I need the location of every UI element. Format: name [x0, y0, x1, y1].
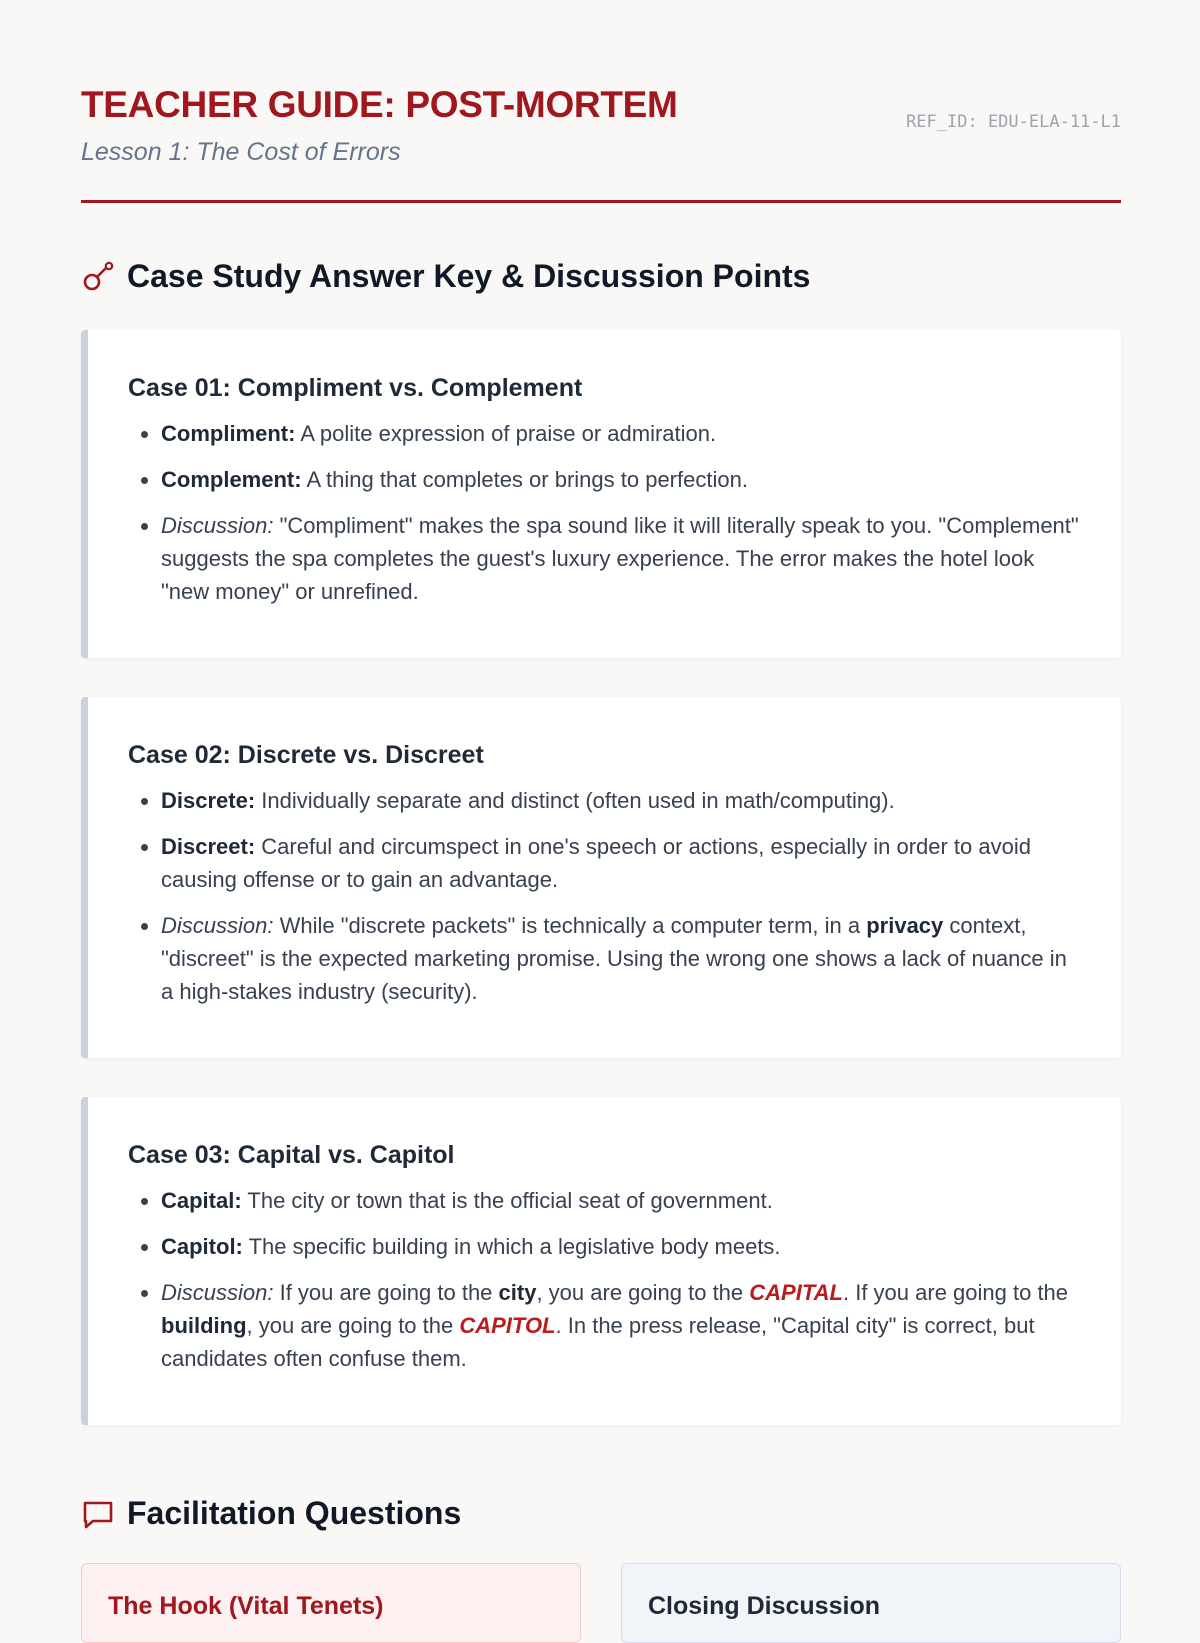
- definition-item: • Discrete: Individually separate and distinct (often used in math/computing).: [161, 784, 1081, 817]
- discussion-item: • Discussion: While "discrete packets" is technically a computer term, in a privacy context, "discreet" is the expected marketing promise. Using the wrong one shows a lack of nuance in a high-stakes industry (security).: [161, 909, 1081, 1008]
- hook-question-box: [81, 1563, 581, 1643]
- section-title: Facilitation Questions: [127, 1495, 462, 1531]
- closing-title: Closing Discussion: [648, 1592, 880, 1620]
- term-label: Discrete:: [161, 788, 256, 813]
- term-label: Discreet:: [161, 834, 256, 859]
- term-label: Compliment:: [161, 421, 296, 446]
- definition-item: • Capital: The city or town that is the official seat of government.: [161, 1184, 1081, 1217]
- term-label: Capitol:: [161, 1234, 243, 1259]
- case-points: [128, 1184, 1081, 1375]
- emphasis-capitol: CAPITOL: [459, 1313, 556, 1338]
- case-title: Case 03: Capital vs. Capitol: [128, 1141, 455, 1169]
- page-title: TEACHER GUIDE: POST-MORTEM: [81, 84, 678, 125]
- case-title: Case 02: Discrete vs. Discreet: [128, 741, 484, 769]
- case-card: [81, 1097, 1121, 1425]
- discussion-label: Discussion:: [161, 913, 274, 938]
- term-label: Complement:: [161, 467, 302, 492]
- header-divider: [81, 200, 1121, 203]
- lesson-subtitle: Lesson 1: The Cost of Errors: [81, 138, 401, 166]
- section-title: Case Study Answer Key & Discussion Points: [127, 258, 811, 294]
- emphasis-capital: CAPITAL: [749, 1280, 843, 1305]
- case-points: [128, 417, 1081, 608]
- definition-item: • Compliment: A polite expression of praise or admiration.: [161, 417, 1081, 450]
- case-title: Case 01: Compliment vs. Complement: [128, 374, 583, 402]
- discussion-label: Discussion:: [161, 513, 274, 538]
- case-card: [81, 697, 1121, 1058]
- discussion-item: • Discussion: "Compliment" makes the spa sound like it will literally speak to you. "Complement" suggests the spa completes the guest's luxury experience. The error makes the hotel look "new money" or unrefined.: [161, 509, 1081, 608]
- speech-bubble-icon: [81, 1497, 115, 1531]
- closing-discussion-box: [621, 1563, 1121, 1643]
- definition-item: • Discreet: Careful and circumspect in one's speech or actions, especially in order to avoid causing offense or to gain an advantage.: [161, 830, 1081, 896]
- page-header: [81, 84, 1121, 202]
- term-label: Capital:: [161, 1188, 242, 1213]
- case-points: [128, 784, 1081, 1008]
- answer-key-heading: [81, 258, 810, 295]
- discussion-item: • Discussion: If you are going to the city, you are going to the CAPITAL. If you are going to the building, you are going to the CAPITOL. In the press release, "Capital city" is correct, but candidates often confuse them.: [161, 1276, 1081, 1375]
- key-icon: [81, 260, 115, 294]
- hook-title: The Hook (Vital Tenets): [108, 1592, 384, 1620]
- case-card: [81, 330, 1121, 658]
- definition-item: • Capitol: The specific building in which a legislative body meets.: [161, 1230, 1081, 1263]
- reference-id: REF_ID: EDU-ELA-11-L1: [906, 112, 1121, 132]
- facilitation-heading: [81, 1495, 461, 1532]
- discussion-label: Discussion:: [161, 1280, 274, 1305]
- definition-item: • Complement: A thing that completes or brings to perfection.: [161, 463, 1081, 496]
